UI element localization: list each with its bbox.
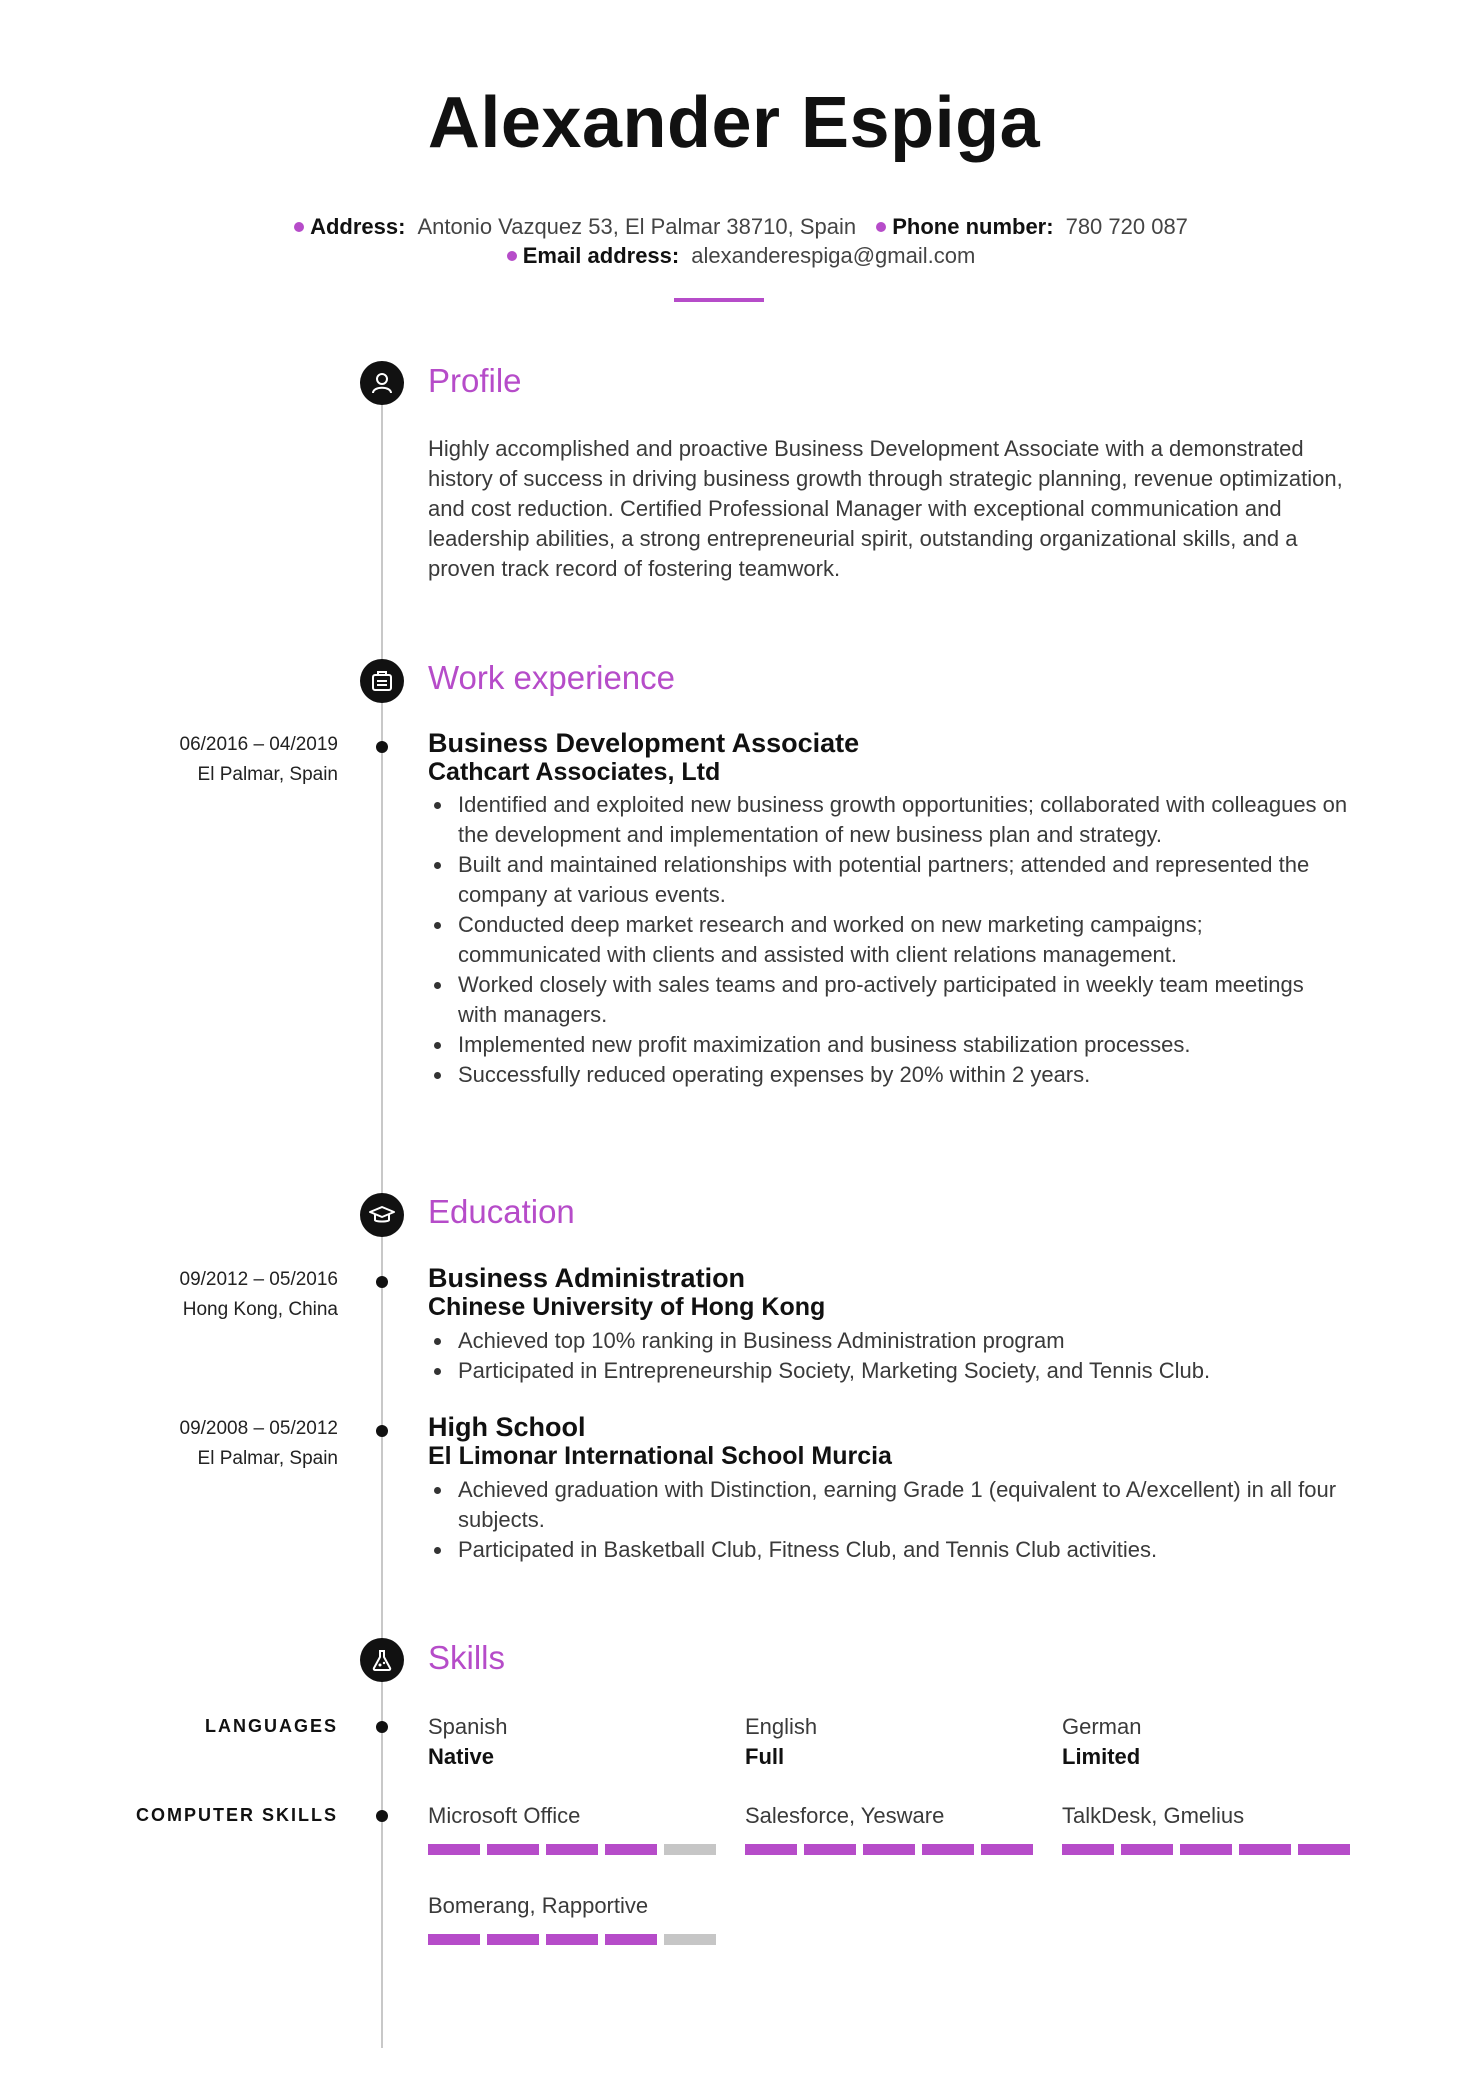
contact-line-1 bbox=[0, 214, 1468, 240]
graduation-cap-icon bbox=[360, 1193, 404, 1237]
list-item: Implemented new profit maximization and business stabilization processes. bbox=[428, 1030, 1348, 1060]
job-company: Cathcart Associates, Ltd bbox=[428, 758, 721, 786]
rating-segment-empty bbox=[664, 1844, 716, 1855]
candidate-name: Alexander Espiga bbox=[427, 83, 1041, 163]
list-item: Participated in Entrepreneurship Society, Marketing Society, and Tennis Club. bbox=[428, 1356, 1348, 1386]
skill-rating-bar bbox=[1062, 1844, 1350, 1855]
profile-summary: Highly accomplished and proactive Business Development Associate with a demonstrated history of success in driving business growth through strategic planning, revenue optimization, and cost reduction. Certified Professional Manager with exceptional communication and leadership abilities, a strong entrepreneurial spirit, outstanding organizational skills, and a proven track record of fostering teamwork. bbox=[428, 436, 1343, 581]
rating-segment-filled bbox=[605, 1844, 657, 1855]
rating-segment-filled bbox=[745, 1844, 797, 1855]
computer-skill-name: Microsoft Office bbox=[428, 1803, 581, 1828]
bullet-dot-icon bbox=[294, 222, 304, 232]
rating-segment-filled bbox=[546, 1844, 598, 1855]
timeline-dot bbox=[376, 1276, 388, 1288]
language-level: Native bbox=[428, 1744, 495, 1769]
address-value: Antonio Vazquez 53, El Palmar 38710, Spain bbox=[417, 214, 857, 239]
computer-skills-label: COMPUTER SKILLS bbox=[135, 1805, 338, 1825]
computer-skill-name: Bomerang, Rapportive bbox=[428, 1893, 649, 1918]
section-title-work: Work experience bbox=[428, 659, 676, 696]
list-item: Achieved top 10% ranking in Business Administration program bbox=[428, 1326, 1348, 1356]
rating-segment-filled bbox=[863, 1844, 915, 1855]
education-dates-location bbox=[180, 1265, 339, 1325]
contact-line-2 bbox=[0, 243, 1468, 269]
rating-segment-filled bbox=[487, 1844, 539, 1855]
section-title-education: Education bbox=[428, 1193, 575, 1230]
rating-segment-filled bbox=[1121, 1844, 1173, 1855]
timeline-dot bbox=[376, 1721, 388, 1733]
rating-segment-filled bbox=[605, 1934, 657, 1945]
skill-rating-bar bbox=[428, 1844, 716, 1855]
education-bullets bbox=[428, 1475, 1348, 1565]
flask-icon bbox=[360, 1638, 404, 1682]
list-item: Participated in Basketball Club, Fitness Club, and Tennis Club activities. bbox=[428, 1535, 1348, 1565]
education-school: El Limonar International School Murcia bbox=[428, 1442, 892, 1470]
language-level: Limited bbox=[1062, 1744, 1141, 1769]
rating-segment-filled bbox=[1180, 1844, 1232, 1855]
timeline-dot bbox=[376, 1810, 388, 1822]
email-value: alexanderespiga@gmail.com bbox=[691, 243, 976, 268]
education-dates: 09/2008 – 05/2012 bbox=[179, 1418, 338, 1439]
languages-label: LANGUAGES bbox=[204, 1716, 338, 1736]
phone-label: Phone number: bbox=[892, 214, 1054, 239]
education-degree: High School bbox=[428, 1412, 586, 1442]
education-location: Hong Kong, China bbox=[182, 1299, 338, 1320]
language-name: German bbox=[1062, 1714, 1142, 1739]
education-location: El Palmar, Spain bbox=[197, 1448, 338, 1469]
list-item: Conducted deep market research and worked on new marketing campaigns; communicated with clients and assisted with client relations management. bbox=[428, 910, 1348, 970]
language-name: Spanish bbox=[428, 1714, 508, 1739]
rating-segment-filled bbox=[546, 1934, 598, 1945]
timeline-dot bbox=[376, 741, 388, 753]
rating-segment-filled bbox=[981, 1844, 1033, 1855]
section-title-profile: Profile bbox=[428, 362, 522, 399]
list-item: Built and maintained relationships with potential partners; attended and represented the company at various events. bbox=[428, 850, 1348, 910]
education-dates-location bbox=[180, 1414, 339, 1474]
computer-skill-name: Salesforce, Yesware bbox=[745, 1803, 945, 1828]
list-item: Achieved graduation with Distinction, earning Grade 1 (equivalent to A/excellent) in all four subjects. bbox=[428, 1475, 1348, 1535]
rating-segment-filled bbox=[487, 1934, 539, 1945]
computer-skill-name: TalkDesk, Gmelius bbox=[1062, 1803, 1245, 1828]
rating-segment-filled bbox=[1239, 1844, 1291, 1855]
header-divider bbox=[674, 298, 764, 302]
person-icon bbox=[360, 361, 404, 405]
rating-segment-filled bbox=[428, 1844, 480, 1855]
list-item: Worked closely with sales teams and pro-actively participated in weekly team meetings with managers. bbox=[428, 970, 1348, 1030]
list-item: Identified and exploited new business growth opportunities; collaborated with colleagues on the development and implementation of new business plan and strategy. bbox=[428, 790, 1348, 850]
education-dates: 09/2012 – 05/2016 bbox=[179, 1269, 338, 1290]
rating-segment-empty bbox=[664, 1934, 716, 1945]
job-location: El Palmar, Spain bbox=[197, 764, 338, 785]
list-item: Successfully reduced operating expenses by 20% within 2 years. bbox=[428, 1060, 1348, 1090]
education-school: Chinese University of Hong Kong bbox=[428, 1293, 826, 1321]
language-level: Full bbox=[745, 1744, 785, 1769]
skill-rating-bar bbox=[428, 1934, 716, 1945]
address-label: Address: bbox=[310, 214, 406, 239]
email-label: Email address: bbox=[522, 243, 680, 268]
education-degree: Business Administration bbox=[428, 1263, 746, 1293]
job-position: Business Development Associate bbox=[428, 728, 860, 758]
briefcase-icon bbox=[360, 659, 404, 703]
rating-segment-filled bbox=[1298, 1844, 1350, 1855]
rating-segment-filled bbox=[804, 1844, 856, 1855]
rating-segment-filled bbox=[1062, 1844, 1114, 1855]
phone-value: 780 720 087 bbox=[1065, 214, 1188, 239]
skill-rating-bar bbox=[745, 1844, 1033, 1855]
section-title-skills: Skills bbox=[428, 1639, 506, 1676]
job-dates-location bbox=[180, 730, 339, 790]
rating-segment-filled bbox=[922, 1844, 974, 1855]
bullet-dot-icon bbox=[876, 222, 886, 232]
language-name: English bbox=[745, 1714, 818, 1739]
rating-segment-filled bbox=[428, 1934, 480, 1945]
job-bullets bbox=[428, 790, 1348, 1090]
bullet-dot-icon bbox=[507, 251, 517, 261]
timeline-dot bbox=[376, 1425, 388, 1437]
education-bullets bbox=[428, 1326, 1348, 1386]
job-dates: 06/2016 – 04/2019 bbox=[179, 734, 338, 755]
